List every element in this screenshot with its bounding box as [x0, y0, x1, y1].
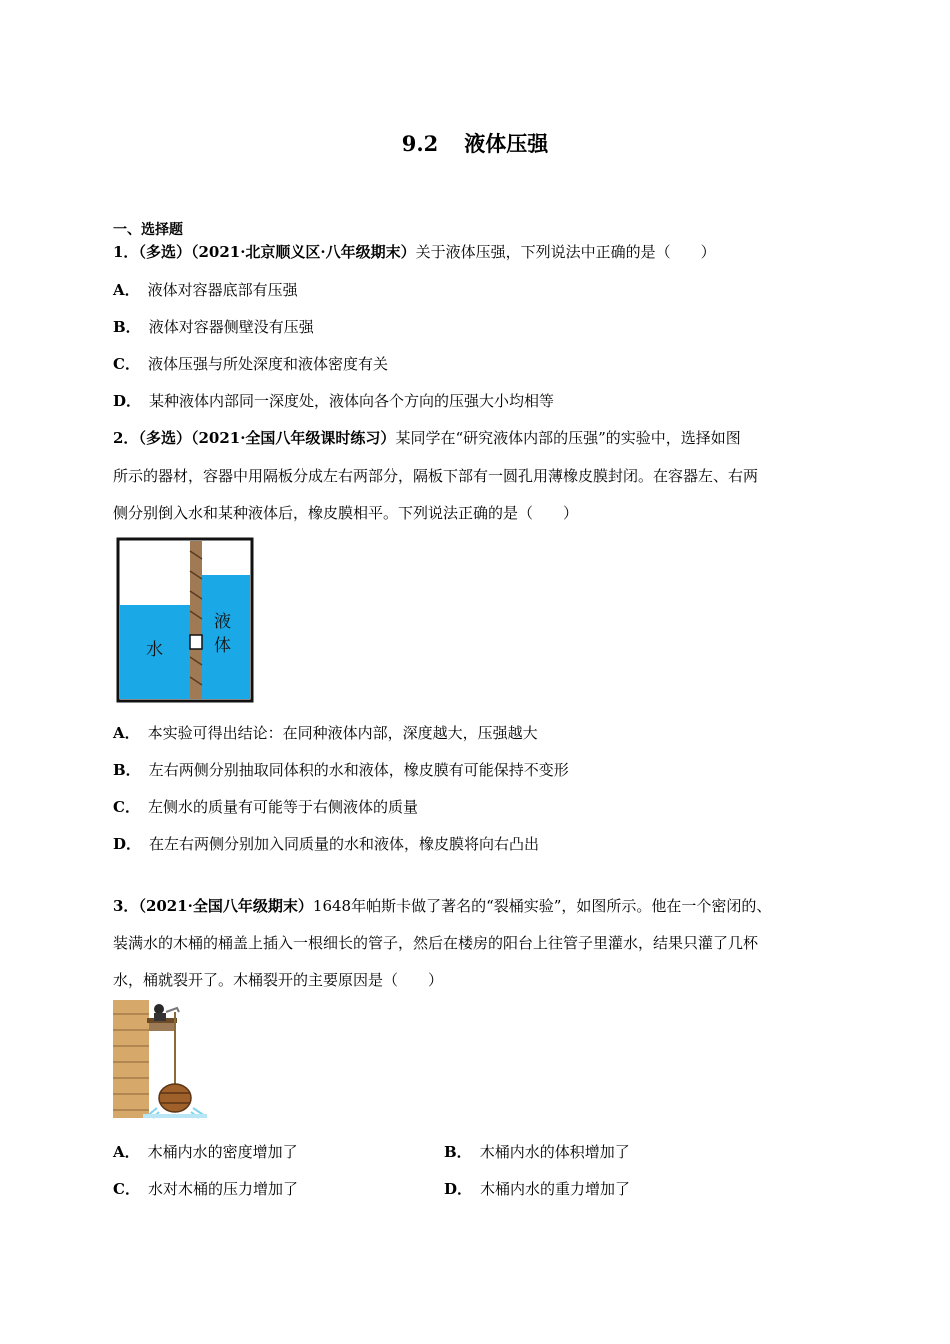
q2-option-a[interactable]: [113, 723, 538, 743]
question-text: 1648年帕斯卡做了著名的“裂桶实验”，如图所示。他在一个密闭的、: [312, 897, 772, 915]
q1-option-b[interactable]: [113, 317, 314, 337]
option-text: 木桶内水的体积增加了: [479, 1143, 630, 1161]
question-3-stem-line-2: 装满水的木桶的桶盖上插入一根细长的管子，然后在楼房的阳台上往管子里灌水，结果只灌了几杯: [113, 934, 759, 952]
question-text: 关于液体压强，下列说法中正确的是（ ）: [415, 243, 716, 261]
question-2-stem-line-2: 所示的器材，容器中用隔板分成左右两部分，隔板下部有一圆孔用薄橡皮膜封闭。在容器左、右两: [113, 467, 759, 485]
option-label: A．: [113, 1143, 140, 1161]
q1-option-c[interactable]: [113, 354, 388, 374]
question-3-stem-line-3: 水，桶就裂开了。木桶裂开的主要原因是（ ）: [113, 971, 444, 989]
option-text: 液体对容器侧壁没有压强: [148, 318, 314, 336]
option-label: D．: [113, 835, 142, 853]
option-text: 木桶内水的密度增加了: [147, 1143, 298, 1161]
partition: [190, 541, 202, 699]
question-text: 某同学在“研究液体内部的压强”的实验中，选择如图: [395, 429, 741, 447]
q2-option-b[interactable]: [113, 760, 569, 780]
option-text: 液体压强与所处深度和液体密度有关: [147, 355, 388, 373]
option-label: D．: [444, 1180, 473, 1198]
question-3-stem-line-1: [113, 896, 771, 916]
option-text: 左侧水的质量有可能等于右侧液体的质量: [147, 798, 418, 816]
pascal-barrel-figure: [113, 1000, 207, 1120]
option-label: C．: [113, 1180, 140, 1198]
question-source: （2021·全国八年级期末）: [138, 897, 313, 915]
right-label-char-1: 液: [214, 612, 231, 632]
rubber-membrane: [190, 635, 202, 649]
q2-option-d[interactable]: [113, 834, 539, 854]
option-text: 在左右两侧分别加入同质量的水和液体，橡皮膜将向右凸出: [149, 835, 540, 853]
left-label: 水: [146, 640, 163, 660]
q3-option-a[interactable]: [113, 1142, 298, 1162]
title-text: 液体压强: [464, 131, 549, 156]
option-text: 左右两侧分别抽取同体积的水和液体，橡皮膜有可能保持不变形: [148, 761, 569, 779]
container-partition-figure: [116, 537, 254, 703]
q1-option-a[interactable]: [113, 280, 298, 300]
option-label: B．: [113, 761, 141, 779]
option-label: A．: [113, 724, 140, 742]
option-label: C．: [113, 798, 140, 816]
q3-option-c[interactable]: [113, 1179, 298, 1199]
question-1-stem: [113, 242, 716, 262]
question-number: 1．: [113, 243, 139, 261]
option-label: C．: [113, 355, 140, 373]
option-label: D．: [113, 392, 142, 410]
question-2-stem-line-1: [113, 428, 741, 448]
q3-option-b[interactable]: [444, 1142, 630, 1162]
question-source: （2021·北京顺义区·八年级期末）: [190, 243, 416, 261]
q1-option-d[interactable]: [113, 391, 554, 411]
building-wall: [113, 1000, 149, 1118]
barrel: [159, 1084, 191, 1112]
option-text: 液体对容器底部有压强: [147, 281, 298, 299]
question-2-stem-line-3: 侧分别倒入水和某种液体后，橡皮膜相平。下列说法正确的是（ ）: [113, 504, 579, 522]
q2-option-c[interactable]: [113, 797, 418, 817]
option-text: 本实验可得出结论：在同种液体内部，深度越大，压强越大: [147, 724, 538, 742]
question-number: 2．: [113, 429, 139, 447]
option-label: A．: [113, 281, 140, 299]
option-text: 木桶内水的重力增加了: [480, 1180, 631, 1198]
option-label: B．: [444, 1143, 472, 1161]
q3-option-d[interactable]: [444, 1179, 630, 1199]
question-tag: （多选）: [138, 429, 191, 447]
right-label-char-2: 体: [214, 636, 231, 656]
title-number: 9.2: [401, 131, 439, 156]
option-text: 某种液体内部同一深度处，液体向各个方向的压强大小均相等: [149, 392, 555, 410]
question-number: 3．: [113, 897, 139, 915]
option-label: B．: [113, 318, 141, 336]
option-text: 水对木桶的压力增加了: [147, 1180, 298, 1198]
person: [154, 1004, 164, 1014]
question-tag: （多选）: [138, 243, 191, 261]
page-title: [0, 128, 950, 158]
question-source: （2021·全国八年级课时练习）: [190, 429, 396, 447]
section-heading: 一、选择题: [113, 222, 183, 238]
